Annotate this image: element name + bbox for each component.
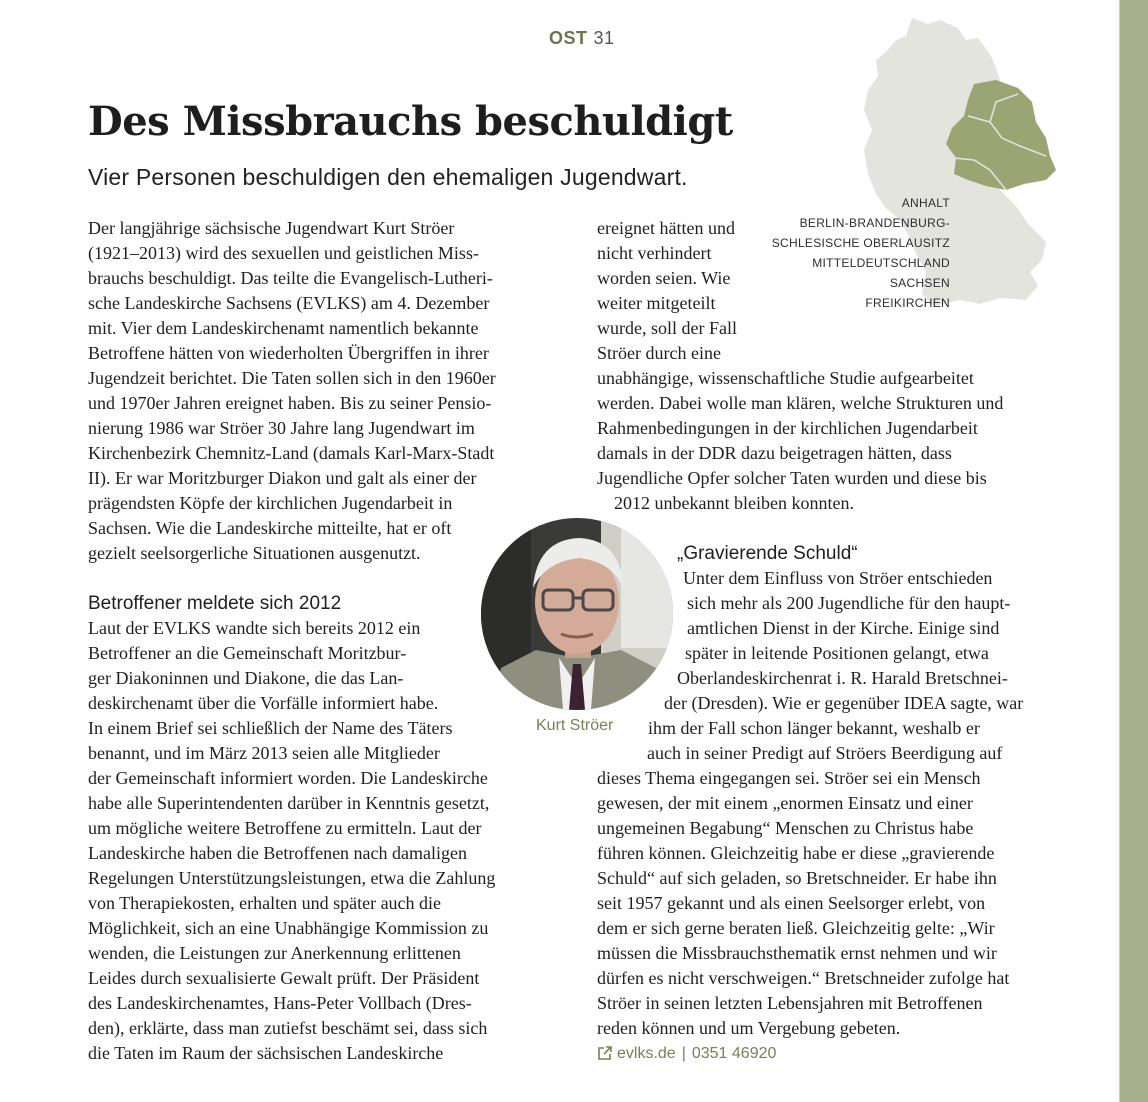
text-line: Oberlandeskirchenrat i. R. Harald Bretschnei-	[677, 668, 1008, 688]
region-schlesische-oberlausitz: SCHLESISCHE OBERLAUSITZ	[771, 236, 950, 250]
region-freikirchen: FREIKIRCHEN	[865, 296, 950, 310]
text-line: nierung 1986 war Ströer 30 Jahre lang Jugendwart im	[88, 418, 475, 438]
text-line: deskirchenamt über die Vorfälle informiert habe.	[88, 693, 439, 713]
text-line: worden seien. Wie	[597, 268, 731, 288]
text-line: wenden, die Leistungen zur Anerkennung erlittenen	[88, 943, 461, 963]
contact-separator: |	[681, 1045, 686, 1062]
text-line: ger Diakoninnen und Diakone, die das Lan-	[88, 668, 404, 688]
text-line: prägendsten Köpfe der kirchlichen Jugendarbeit in	[88, 493, 453, 513]
text-line: 2012 unbekannt bleiben konnten.	[614, 493, 854, 513]
text-line: Unter dem Einfluss von Ströer entschieden	[683, 568, 993, 588]
text-line: später in leitende Positionen gelangt, etwa	[685, 643, 989, 663]
text-line: brauchs beschuldigt. Das teilte die Evangelisch-Lutheri-	[88, 268, 493, 288]
text-line: den), erklärte, dass man zutiefst beschämt sei, dass sich	[88, 1018, 488, 1038]
text-line: um mögliche weitere Betroffene zu ermitteln. Laut der	[88, 818, 482, 838]
article-subtitle: Vier Personen beschuldigen den ehemaligen Jugendwart.	[88, 164, 688, 190]
text-line: Ströer in seinen letzten Lebensjahren mit Betroffenen	[597, 993, 983, 1013]
column-2-top	[597, 216, 1003, 516]
text-line: dürfen es nicht verschweigen.“ Bretschneider zufolge hat	[597, 968, 1010, 988]
text-line: ihm der Fall schon länger bekannt, weshalb er	[648, 718, 980, 738]
text-line: sche Landeskirche Sachsens (EVLKS) am 4. Dezember	[88, 293, 490, 313]
text-line: Leides durch sexualisierte Gewalt prüft. Der Präsident	[88, 968, 480, 988]
text-line: Rahmenbedingungen in der kirchlichen Jugendarbeit	[597, 418, 978, 438]
text-line: nicht verhindert	[597, 243, 712, 263]
text-line: reden können und um Vergebung gebeten.	[597, 1018, 901, 1038]
text-line: habe alle Superintendenten darüber in Kenntnis gesetzt,	[88, 793, 490, 813]
text-line: In einem Brief sei schließlich der Name des Täters	[88, 718, 453, 738]
column-2-subheading	[677, 541, 858, 566]
text-line: auch in seiner Predigt auf Ströers Beerdigung auf	[647, 743, 1003, 763]
text-line: ereignet hätten und	[597, 218, 735, 238]
subheading-gravierende-schuld: „Gravierende Schuld“	[677, 543, 858, 564]
text-line: werden. Dabei wolle man klären, welche Strukturen und	[597, 393, 1004, 413]
subheading-betroffener: Betroffener meldete sich 2012	[88, 593, 342, 614]
text-line: Betroffener an die Gemeinschaft Moritzbur-	[88, 643, 407, 663]
text-line: Ströer durch eine	[597, 343, 721, 363]
text-line: Regelungen Unterstützungsleistungen, etwa die Zahlung	[88, 868, 496, 888]
text-line: von Therapiekosten, erhalten und später auch die	[88, 893, 442, 913]
text-line: weiter mitgeteilt	[597, 293, 716, 313]
page-number: 31	[593, 28, 615, 48]
text-line: Jugendliche Opfer solcher Taten wurden und diese bis	[597, 468, 987, 488]
text-line: sich mehr als 200 Jugendliche für den haupt-	[687, 593, 1011, 613]
region-berlin-brandenburg: BERLIN-BRANDENBURG-	[799, 216, 950, 230]
text-line: Möglichkeit, sich an eine Unabhängige Kommission zu	[88, 918, 489, 938]
text-line: Der langjährige sächsische Jugendwart Kurt Ströer	[88, 218, 455, 238]
text-line: wurde, soll der Fall	[597, 318, 737, 338]
photo-caption: Kurt Ströer	[536, 717, 614, 734]
text-line: unabhängige, wissenschaftliche Studie aufgearbeitet	[597, 368, 974, 388]
text-line: Jugendzeit berichtet. Die Taten sollen sich in den 1960er	[88, 368, 496, 388]
text-line: Sachsen. Wie die Landeskirche mitteilte, hat er oft	[88, 518, 452, 538]
website-link[interactable]: evlks.de	[617, 1045, 676, 1062]
text-line: dem er sich gerne beraten ließ. Gleichzeitig gelte: „Wir	[597, 918, 995, 938]
page-header	[549, 28, 615, 49]
text-line: Laut der EVLKS wandte sich bereits 2012 ein	[88, 618, 421, 638]
text-line: ungemeinen Begabung“ Menschen zu Christus habe	[597, 818, 974, 838]
text-line: Kirchenbezirk Chemnitz-Land (damals Karl-Marx-Stadt	[88, 443, 495, 463]
text-line: gewesen, der mit einem „enormen Einsatz und einer	[597, 793, 973, 813]
portrait-photo	[481, 518, 673, 710]
text-line: die Taten im Raum der sächsischen Landeskirche	[88, 1043, 444, 1063]
contact-line	[597, 1045, 776, 1063]
text-line: mit. Vier dem Landeskirchenamt namentlich bekannte	[88, 318, 479, 338]
text-line: dieses Thema eingegangen sei. Ströer sei ein Mensch	[597, 768, 981, 788]
text-line: der (Dresden). Wie er gegenüber IDEA sagte, war	[664, 693, 1024, 713]
text-line: der Gemeinschaft informiert worden. Die Landeskirche	[88, 768, 488, 788]
text-line: amtlichen Dienst in der Kirche. Einige sind	[687, 618, 1000, 638]
text-line: benannt, und im März 2013 seien alle Mitglieder	[88, 743, 440, 763]
text-line: II). Er war Moritzburger Diakon und galt als einer der	[88, 468, 477, 488]
article-title: Des Missbrauchs beschuldigt	[88, 98, 733, 145]
text-line: Landeskirche haben die Betroffenen nach damaligen	[88, 843, 468, 863]
page-edge-line	[1119, 0, 1120, 1102]
column-1-top	[88, 216, 496, 566]
external-link-icon	[597, 1045, 613, 1061]
text-line: gezielt seelsorgerliche Situationen ausgenutzt.	[88, 543, 421, 563]
text-line: müssen die Missbrauchsthematik ernst nehmen und wir	[597, 943, 997, 963]
page-edge-rail	[1120, 0, 1148, 1102]
text-line: seit 1957 gekannt und als einen Seelsorger erlebt, von	[597, 893, 986, 913]
section-label: OST	[549, 28, 588, 48]
phone-number: 0351 46920	[691, 1045, 777, 1062]
text-line: Schuld“ auf sich geladen, so Bretschneider. Er habe ihn	[597, 868, 997, 888]
region-mitteldeutschland: MITTELDEUTSCHLAND	[812, 256, 950, 270]
region-anhalt: ANHALT	[901, 196, 950, 210]
column-1-bottom	[88, 591, 495, 1066]
text-line: des Landeskirchenamtes, Hans-Peter Vollbach (Dres-	[88, 993, 472, 1013]
text-line: damals in der DDR dazu beigetragen hätten, dass	[597, 443, 952, 463]
region-sachsen: SACHSEN	[889, 276, 950, 290]
text-line: und 1970er Jahren ereignet haben. Bis zu seiner Pensio-	[88, 393, 492, 413]
text-line: (1921–2013) wird des sexuellen und geistlichen Miss-	[88, 243, 479, 263]
text-line: Betroffene hätten von wiederholten Übergriffen in ihrer	[88, 343, 489, 363]
text-line: führen können. Gleichzeitig habe er diese „gravierende	[597, 843, 995, 863]
